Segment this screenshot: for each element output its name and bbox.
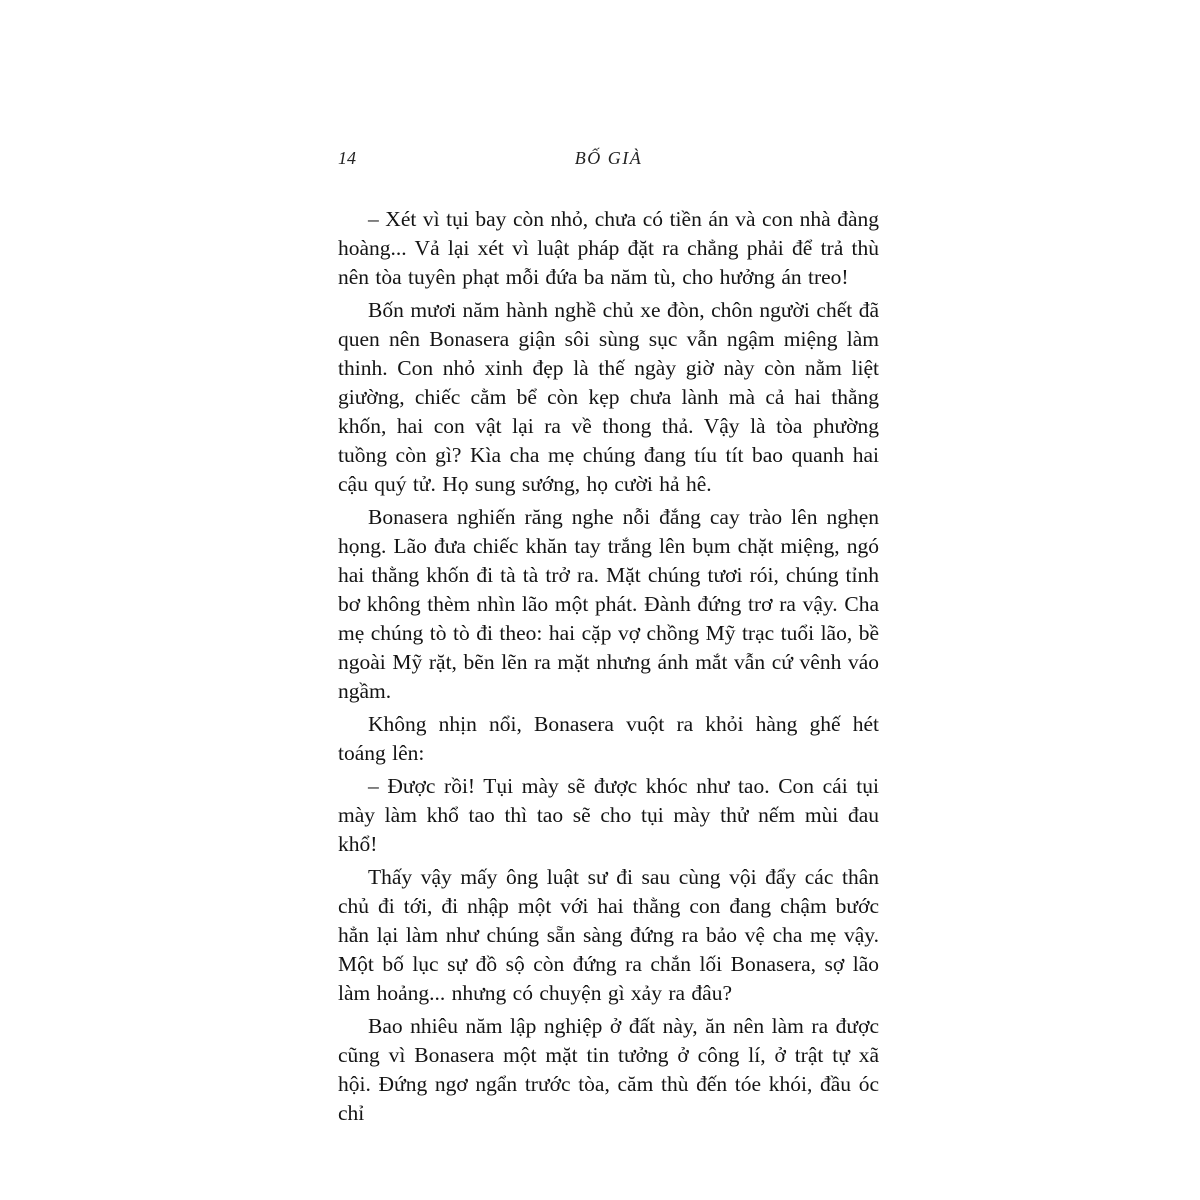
page-body: [338, 205, 879, 1128]
paragraph: Thấy vậy mấy ông luật sư đi sau cùng vội đẩy các thân chủ đi tới, đi nhập một với hai thằng con đang chậm bước hẳn lại làm như chúng sẵn sàng đứng ra bảo vệ cha mẹ vậy. Một bố lục sự đồ sộ còn đứng ra chắn lối Bonasera, sợ lão làm hoảng... nhưng có chuyện gì xảy ra đâu?: [338, 865, 879, 1005]
page-number: 14: [338, 148, 356, 168]
paragraph-dialogue: – Xét vì tụi bay còn nhỏ, chưa có tiền án và con nhà đàng hoàng... Vả lại xét vì luật pháp đặt ra chẳng phải để trả thù nên tòa tuyên phạt mỗi đứa ba năm tù, cho hưởng án treo!: [338, 207, 879, 289]
running-title: BỐ GIÀ: [574, 148, 643, 168]
page-header: [338, 148, 879, 172]
paragraph: Bao nhiêu năm lập nghiệp ở đất này, ăn nên làm ra được cũng vì Bonasera một mặt tin tưởng ở công lí, ở trật tự xã hội. Đứng ngơ ngẩn trước tòa, căm thù đến tóe khói, đầu óc chỉ: [338, 1014, 879, 1125]
paragraph: Bonasera nghiến răng nghe nỗi đắng cay trào lên nghẹn họng. Lão đưa chiếc khăn tay trắng lên bụm chặt miệng, ngó hai thằng khốn đi tà tà trở ra. Mặt chúng tươi rói, chúng tỉnh bơ không thèm nhìn lão một phát. Đành đứng trơ ra vậy. Cha mẹ chúng tò tò đi theo: hai cặp vợ chồng Mỹ trạc tuổi lão, bề ngoài Mỹ rặt, bẽn lẽn ra mặt nhưng ánh mắt vẫn cứ vênh váo ngầm.: [338, 505, 879, 703]
paragraph: Không nhịn nổi, Bonasera vuột ra khỏi hàng ghế hét toáng lên:: [338, 712, 879, 765]
book-page: [338, 148, 879, 1132]
paragraph: Bốn mươi năm hành nghề chủ xe đòn, chôn người chết đã quen nên Bonasera giận sôi sùng sục vẫn ngậm miệng làm thinh. Con nhỏ xinh đẹp là thế ngày giờ này còn nằm liệt giường, chiếc cằm bể còn kẹp chưa lành mà cả hai thằng khốn, hai con vật lại ra về thong thả. Vậy là tòa phường tuồng còn gì? Kìa cha mẹ chúng đang tíu tít bao quanh hai cậu quý tử. Họ sung sướng, họ cười hả hê.: [338, 298, 879, 496]
paragraph-dialogue: – Được rồi! Tụi mày sẽ được khóc như tao. Con cái tụi mày làm khổ tao thì tao sẽ cho tụi mày thử nếm mùi đau khổ!: [338, 774, 879, 856]
